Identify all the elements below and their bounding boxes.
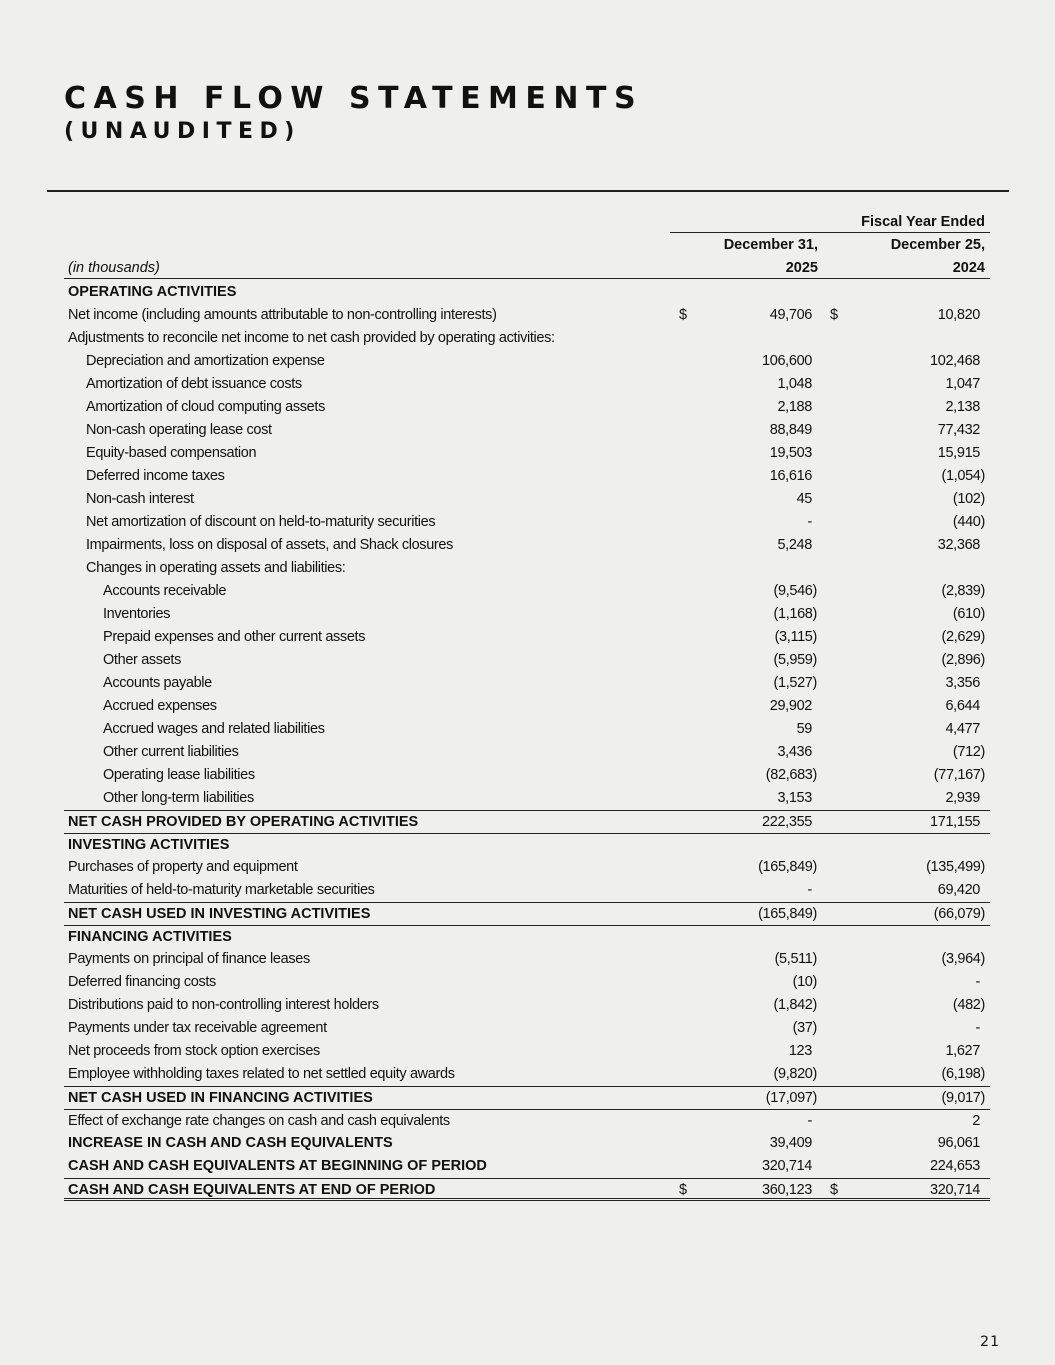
value-2025: 49,706 [769, 307, 812, 323]
value-2025: 59 [796, 721, 812, 737]
row-label: INVESTING ACTIVITIES [68, 837, 230, 853]
value-2024: 69,420 [937, 882, 980, 898]
value-2025: 360,123 [762, 1182, 812, 1198]
page-subtitle: (UNAUDITED) [64, 119, 301, 144]
header-bottom-rule [64, 278, 990, 279]
table-row [64, 465, 990, 488]
value-2024: (2,629) [941, 629, 985, 645]
value-2024: - [975, 974, 980, 990]
value-2024: - [975, 1020, 980, 1036]
value-2024: (610) [952, 606, 985, 622]
table-row [64, 787, 990, 810]
value-2025: (9,546) [773, 583, 817, 599]
row-label: Other current liabilities [103, 744, 239, 760]
table-row [64, 1063, 990, 1086]
table-row [64, 1017, 990, 1040]
currency-symbol: $ [679, 307, 687, 323]
value-2024: (2,896) [941, 652, 985, 668]
value-2025: (165,849) [758, 859, 817, 875]
row-label: Purchases of property and equipment [68, 859, 298, 875]
table-row [64, 488, 990, 511]
table-row [64, 833, 990, 856]
value-2024: 77,432 [937, 422, 980, 438]
value-2025: 88,849 [769, 422, 812, 438]
value-2025: 29,902 [769, 698, 812, 714]
currency-symbol: $ [830, 1182, 838, 1198]
value-2024: (77,167) [933, 767, 985, 783]
value-2024: 171,155 [930, 814, 980, 830]
row-label: Accrued wages and related liabilities [103, 721, 325, 737]
table-row [64, 304, 990, 327]
row-label: Accounts payable [103, 675, 212, 691]
value-2025: - [807, 882, 812, 898]
value-2024: 10,820 [937, 307, 980, 323]
value-2025: (1,168) [773, 606, 817, 622]
value-2024: (102) [952, 491, 985, 507]
value-2025: 1,048 [777, 376, 812, 392]
value-2025: (9,820) [773, 1066, 817, 1082]
value-2024: 2,138 [945, 399, 980, 415]
table-row [64, 419, 990, 442]
col1-header-year: 2025 [785, 260, 818, 276]
table-row [64, 741, 990, 764]
value-2025: (1,527) [773, 675, 817, 691]
row-label: NET CASH PROVIDED BY OPERATING ACTIVITIES [68, 814, 419, 830]
row-label: Effect of exchange rate changes on cash and cash equivalents [68, 1113, 450, 1129]
row-label: FINANCING ACTIVITIES [68, 929, 232, 945]
value-2025: (5,959) [773, 652, 817, 668]
table-row [64, 948, 990, 971]
table-row [64, 672, 990, 695]
value-2025: 3,436 [777, 744, 812, 760]
row-label: CASH AND CASH EQUIVALENTS AT BEGINNING OF PERIOD [68, 1158, 487, 1174]
value-2025: 5,248 [777, 537, 812, 553]
table-row [64, 603, 990, 626]
row-label: Employee withholding taxes related to net settled equity awards [68, 1066, 455, 1082]
value-2024: (66,079) [933, 906, 985, 922]
value-2025: (10) [792, 974, 817, 990]
value-2025: 16,616 [769, 468, 812, 484]
row-label: Deferred income taxes [86, 468, 225, 484]
table-row [64, 695, 990, 718]
row-label: Non-cash interest [86, 491, 194, 507]
row-label: Other long-term liabilities [103, 790, 254, 806]
page-number: 21 [980, 1334, 1000, 1350]
row-label: Net income (including amounts attributable to non-controlling interests) [68, 307, 497, 323]
table-row [64, 281, 990, 304]
value-2025: (165,849) [758, 906, 817, 922]
table-row [64, 327, 990, 350]
table-row [64, 1040, 990, 1063]
row-label: OPERATING ACTIVITIES [68, 284, 237, 300]
page-title: CASH FLOW STATEMENTS [64, 81, 644, 116]
row-label: Prepaid expenses and other current assets [103, 629, 366, 645]
table-row [64, 718, 990, 741]
value-2025: (5,511) [774, 951, 817, 967]
value-2024: 1,627 [945, 1043, 980, 1059]
row-label: NET CASH USED IN FINANCING ACTIVITIES [68, 1090, 373, 1106]
title-divider [47, 190, 1009, 192]
row-label: Equity-based compensation [86, 445, 257, 461]
col2-header-year: 2024 [952, 260, 985, 276]
row-label: Accounts receivable [103, 583, 227, 599]
value-2025: 222,355 [762, 814, 812, 830]
value-2024: 96,061 [937, 1135, 980, 1151]
value-2024: 3,356 [945, 675, 980, 691]
value-2024: (482) [952, 997, 985, 1013]
row-label: Accrued expenses [103, 698, 217, 714]
row-label: Inventories [103, 606, 171, 622]
fiscal-year-ended-header: Fiscal Year Ended [861, 214, 985, 230]
value-2024: 2 [972, 1113, 980, 1129]
row-label: Amortization of debt issuance costs [86, 376, 302, 392]
table-row [64, 1086, 990, 1109]
col1-header-date: December 31, [723, 237, 818, 253]
value-2025: 320,714 [762, 1158, 812, 1174]
currency-symbol: $ [830, 307, 838, 323]
value-2024: 2,939 [945, 790, 980, 806]
table-row [64, 442, 990, 465]
value-2024: 224,653 [930, 1158, 980, 1174]
value-2025: (37) [792, 1020, 817, 1036]
row-label: Maturities of held-to-maturity marketable securities [68, 882, 375, 898]
table-row [64, 373, 990, 396]
row-label: CASH AND CASH EQUIVALENTS AT END OF PERIOD [68, 1182, 436, 1198]
row-label: NET CASH USED IN INVESTING ACTIVITIES [68, 906, 371, 922]
value-2024: (1,054) [941, 468, 985, 484]
value-2025: (17,097) [765, 1090, 817, 1106]
value-2024: (6,198) [941, 1066, 985, 1082]
table-row [64, 971, 990, 994]
value-2024: (2,839) [941, 583, 985, 599]
value-2025: (3,115) [774, 629, 817, 645]
table-row [64, 994, 990, 1017]
row-label: Payments under tax receivable agreement [68, 1020, 327, 1036]
value-2024: 320,714 [930, 1182, 980, 1198]
value-2024: 4,477 [945, 721, 980, 737]
table-row [64, 396, 990, 419]
value-2025: 2,188 [777, 399, 812, 415]
table-row [64, 902, 990, 925]
row-label: Distributions paid to non-controlling interest holders [68, 997, 379, 1013]
table-row [64, 511, 990, 534]
currency-symbol: $ [679, 1182, 687, 1198]
value-2024: 6,644 [945, 698, 980, 714]
value-2024: (135,499) [926, 859, 985, 875]
value-2025: - [807, 514, 812, 530]
value-2025: 39,409 [769, 1135, 812, 1151]
cash-flow-table [64, 281, 990, 1201]
row-label: Net amortization of discount on held-to-maturity securities [86, 514, 436, 530]
value-2024: (712) [952, 744, 985, 760]
row-label: Net proceeds from stock option exercises [68, 1043, 320, 1059]
value-2024: 32,368 [937, 537, 980, 553]
value-2024: (9,017) [941, 1090, 985, 1106]
row-label: Depreciation and amortization expense [86, 353, 325, 369]
table-row [64, 925, 990, 948]
table-row [64, 764, 990, 787]
value-2025: 106,600 [762, 353, 812, 369]
row-label: Impairments, loss on disposal of assets, and Shack closures [86, 537, 454, 553]
table-row [64, 856, 990, 879]
table-row [64, 557, 990, 580]
row-label: Amortization of cloud computing assets [86, 399, 325, 415]
value-2024: (3,964) [941, 951, 985, 967]
row-label: Deferred financing costs [68, 974, 216, 990]
value-2025: 3,153 [777, 790, 812, 806]
table-row [64, 1132, 990, 1155]
value-2025: 19,503 [769, 445, 812, 461]
table-row [64, 649, 990, 672]
table-row [64, 534, 990, 557]
row-label: Payments on principal of finance leases [68, 951, 310, 967]
table-row [64, 1109, 990, 1132]
row-label: Adjustments to reconcile net income to net cash provided by operating activities: [68, 330, 555, 346]
value-2025: - [807, 1113, 812, 1129]
value-2024: 1,047 [945, 376, 980, 392]
value-2025: 123 [788, 1043, 812, 1059]
row-label: Non-cash operating lease cost [86, 422, 272, 438]
units-label: (in thousands) [68, 260, 160, 276]
value-2025: 45 [796, 491, 812, 507]
fiscal-year-ended-rule [670, 232, 990, 233]
row-label: Other assets [103, 652, 181, 668]
col2-header-date: December 25, [890, 237, 985, 253]
row-label: Changes in operating assets and liabilities: [86, 560, 346, 576]
table-row [64, 580, 990, 603]
value-2025: (1,842) [773, 997, 817, 1013]
value-2024: 15,915 [937, 445, 980, 461]
table-row [64, 1155, 990, 1178]
table-row [64, 879, 990, 902]
table-row [64, 350, 990, 373]
value-2025: (82,683) [765, 767, 817, 783]
value-2024: 102,468 [930, 353, 980, 369]
table-row [64, 626, 990, 649]
row-label: INCREASE IN CASH AND CASH EQUIVALENTS [68, 1135, 393, 1151]
value-2024: (440) [952, 514, 985, 530]
row-label: Operating lease liabilities [103, 767, 255, 783]
table-row [64, 810, 990, 833]
table-row [64, 1178, 990, 1201]
